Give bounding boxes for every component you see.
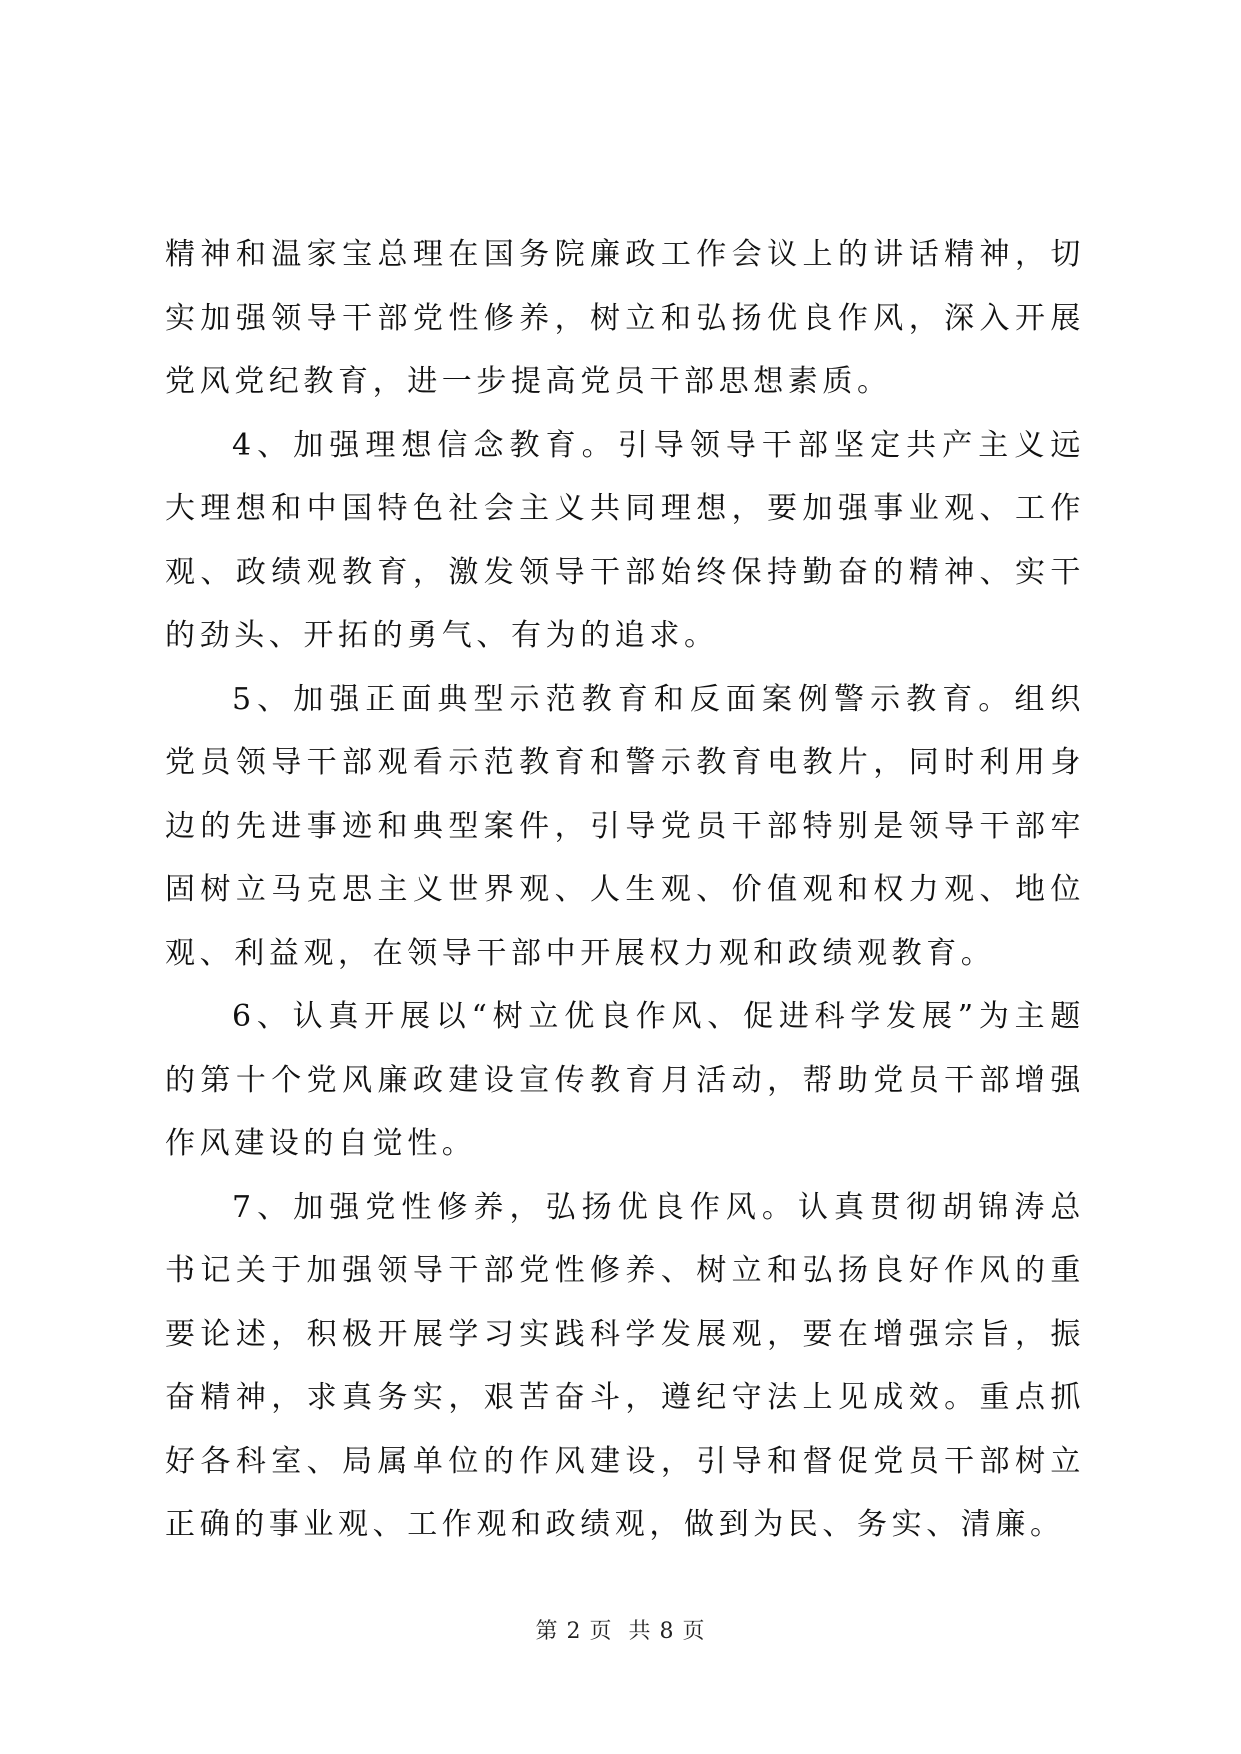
page-number-text: 第 2 页 共 8 页	[535, 1619, 706, 1644]
paragraph-item-7: 7、加强党性修养，弘扬优良作风。认真贯彻胡锦涛总书记关于加强领导干部党性修养、树立和弘扬良好作风的重要论述，积极开展学习实践科学发展观，要在增强宗旨，振奋精神，求真务实，艰苦奋斗，遵纪守法上见成效。重点抓好各科室、局属单位的作风建设，引导和督促党员干部树立正确的事业观、工作观和政绩观，做到为民、务实、清廉。	[165, 1189, 1085, 1542]
page-footer	[0, 1614, 1241, 1645]
paragraph-continuation: 精神和温家宝总理在国务院廉政工作会议上的讲话精神，切实加强领导干部党性修养，树立和弘扬优良作风，深入开展党风党纪教育，进一步提高党员干部思想素质。	[165, 237, 1085, 399]
paragraph-item-6: 6、认真开展以“树立优良作风、促进科学发展”为主题的第十个党风廉政建设宣传教育月活动，帮助党员干部增强作风建设的自觉性。	[165, 999, 1085, 1161]
paragraph-item-5: 5、加强正面典型示范教育和反面案例警示教育。组织党员领导干部观看示范教育和警示教育电教片，同时利用身边的先进事迹和典型案件，引导党员干部特别是领导干部牢固树立马克思主义世界观、人生观、价值观和权力观、地位观、利益观，在领导干部中开展权力观和政绩观教育。	[165, 681, 1085, 971]
document-body	[165, 223, 1085, 1557]
paragraph-item-4: 4、加强理想信念教育。引导领导干部坚定共产主义远大理想和中国特色社会主义共同理想，要加强事业观、工作观、政绩观教育，激发领导干部始终保持勤奋的精神、实干的劲头、开拓的勇气、有为的追求。	[165, 427, 1085, 653]
